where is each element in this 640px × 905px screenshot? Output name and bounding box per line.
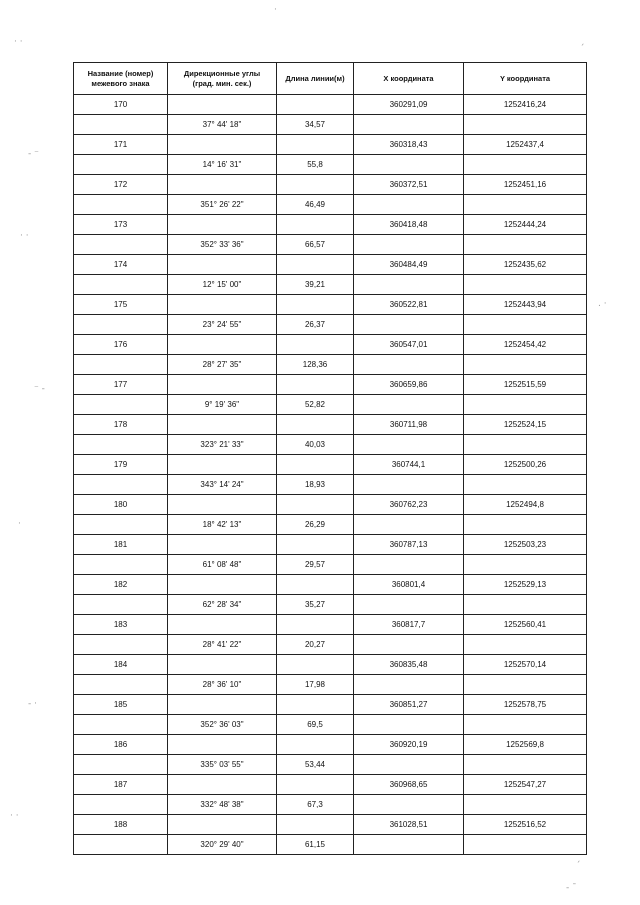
y-coordinate-cell: 1252529,13	[464, 575, 587, 595]
empty-cell	[277, 175, 354, 195]
point-row	[74, 95, 587, 115]
y-coordinate-cell: 1252494,8	[464, 495, 587, 515]
empty-cell	[74, 555, 168, 575]
point-row	[74, 815, 587, 835]
line-length-cell: 66,57	[277, 235, 354, 255]
empty-cell	[168, 455, 277, 475]
empty-cell	[277, 375, 354, 395]
empty-cell	[464, 195, 587, 215]
x-coordinate-cell: 360418,48	[354, 215, 464, 235]
empty-cell	[464, 555, 587, 575]
point-name-cell: 180	[74, 495, 168, 515]
y-coordinate-cell: 1252547,27	[464, 775, 587, 795]
header-x-coordinate: X координата	[354, 63, 464, 95]
segment-row	[74, 755, 587, 775]
point-row	[74, 655, 587, 675]
empty-cell	[74, 475, 168, 495]
empty-cell	[354, 555, 464, 575]
line-length-cell: 69,5	[277, 715, 354, 735]
empty-cell	[277, 495, 354, 515]
empty-cell	[464, 835, 587, 855]
empty-cell	[168, 175, 277, 195]
header-direction-angle	[168, 63, 277, 95]
empty-cell	[464, 435, 587, 455]
direction-angle-cell: 28° 41' 22"	[168, 635, 277, 655]
point-row	[74, 295, 587, 315]
point-name-cell: 182	[74, 575, 168, 595]
y-coordinate-cell: 1252516,52	[464, 815, 587, 835]
x-coordinate-cell: 360801,4	[354, 575, 464, 595]
point-name-cell: 185	[74, 695, 168, 715]
empty-cell	[354, 515, 464, 535]
empty-cell	[464, 155, 587, 175]
y-coordinate-cell: 1252451,16	[464, 175, 587, 195]
direction-angle-cell: 320° 29' 40"	[168, 835, 277, 855]
empty-cell	[74, 835, 168, 855]
line-length-cell: 53,44	[277, 755, 354, 775]
x-coordinate-cell: 360711,98	[354, 415, 464, 435]
point-row	[74, 135, 587, 155]
direction-angle-cell: 352° 36' 03"	[168, 715, 277, 735]
line-length-cell: 40,03	[277, 435, 354, 455]
direction-angle-cell: 23° 24' 55"	[168, 315, 277, 335]
empty-cell	[464, 275, 587, 295]
empty-cell	[464, 355, 587, 375]
point-name-cell: 184	[74, 655, 168, 675]
empty-cell	[464, 235, 587, 255]
empty-cell	[354, 595, 464, 615]
point-name-cell: 176	[74, 335, 168, 355]
point-row	[74, 575, 587, 595]
segment-row	[74, 235, 587, 255]
empty-cell	[277, 215, 354, 235]
empty-cell	[74, 515, 168, 535]
empty-cell	[354, 355, 464, 375]
direction-angle-cell: 62° 28' 34"	[168, 595, 277, 615]
empty-cell	[277, 535, 354, 555]
segment-row	[74, 155, 587, 175]
empty-cell	[74, 595, 168, 615]
scan-speck: . ·	[598, 299, 607, 309]
empty-cell	[74, 275, 168, 295]
line-length-cell: 128,36	[277, 355, 354, 375]
empty-cell	[74, 795, 168, 815]
empty-cell	[74, 635, 168, 655]
x-coordinate-cell: 360522,81	[354, 295, 464, 315]
line-length-cell: 52,82	[277, 395, 354, 415]
empty-cell	[277, 815, 354, 835]
empty-cell	[168, 815, 277, 835]
empty-cell	[354, 795, 464, 815]
header-y-coordinate: Y координата	[464, 63, 587, 95]
x-coordinate-cell: 361028,51	[354, 815, 464, 835]
point-name-cell: 173	[74, 215, 168, 235]
point-name-cell: 183	[74, 615, 168, 635]
header-point-name-line2: межевого знака	[91, 78, 150, 88]
empty-cell	[74, 115, 168, 135]
point-name-cell: 175	[74, 295, 168, 315]
empty-cell	[464, 795, 587, 815]
empty-cell	[277, 695, 354, 715]
header-row	[74, 63, 587, 95]
line-length-cell: 46,49	[277, 195, 354, 215]
point-row	[74, 695, 587, 715]
x-coordinate-cell: 360484,49	[354, 255, 464, 275]
empty-cell	[168, 655, 277, 675]
empty-cell	[464, 315, 587, 335]
point-row	[74, 415, 587, 435]
segment-row	[74, 635, 587, 655]
line-length-cell: 35,27	[277, 595, 354, 615]
point-row	[74, 175, 587, 195]
empty-cell	[168, 535, 277, 555]
direction-angle-cell: 28° 27' 35"	[168, 355, 277, 375]
scan-speck: ·	[274, 5, 277, 15]
empty-cell	[354, 755, 464, 775]
empty-cell	[74, 395, 168, 415]
empty-cell	[464, 595, 587, 615]
empty-cell	[74, 155, 168, 175]
segment-row	[74, 675, 587, 695]
point-name-cell: 171	[74, 135, 168, 155]
x-coordinate-cell: 360291,09	[354, 95, 464, 115]
empty-cell	[464, 115, 587, 135]
segment-row	[74, 275, 587, 295]
line-length-cell: 39,21	[277, 275, 354, 295]
empty-cell	[168, 575, 277, 595]
empty-cell	[168, 495, 277, 515]
x-coordinate-cell: 360835,48	[354, 655, 464, 675]
empty-cell	[354, 395, 464, 415]
direction-angle-cell: 28° 36' 10"	[168, 675, 277, 695]
point-row	[74, 615, 587, 635]
empty-cell	[74, 195, 168, 215]
empty-cell	[168, 215, 277, 235]
x-coordinate-cell: 360762,23	[354, 495, 464, 515]
y-coordinate-cell: 1252416,24	[464, 95, 587, 115]
point-row	[74, 735, 587, 755]
point-name-cell: 187	[74, 775, 168, 795]
line-length-cell: 18,93	[277, 475, 354, 495]
scan-speck: ·	[18, 519, 21, 529]
empty-cell	[464, 635, 587, 655]
scan-speck: · ·	[10, 811, 19, 821]
point-row	[74, 535, 587, 555]
empty-cell	[168, 335, 277, 355]
empty-cell	[277, 455, 354, 475]
point-name-cell: 181	[74, 535, 168, 555]
direction-angle-cell: 12° 15' 00"	[168, 275, 277, 295]
point-row	[74, 495, 587, 515]
empty-cell	[464, 475, 587, 495]
y-coordinate-cell: 1252570,14	[464, 655, 587, 675]
scan-speck: · ·	[20, 231, 29, 241]
y-coordinate-cell: 1252443,94	[464, 295, 587, 315]
empty-cell	[168, 775, 277, 795]
segment-row	[74, 835, 587, 855]
empty-cell	[74, 315, 168, 335]
empty-cell	[354, 435, 464, 455]
y-coordinate-cell: 1252560,41	[464, 615, 587, 635]
empty-cell	[277, 415, 354, 435]
direction-angle-cell: 335° 03' 55"	[168, 755, 277, 775]
point-name-cell: 172	[74, 175, 168, 195]
y-coordinate-cell: 1252435,62	[464, 255, 587, 275]
empty-cell	[354, 235, 464, 255]
x-coordinate-cell: 360318,43	[354, 135, 464, 155]
scan-speck: ˊ	[580, 44, 585, 54]
empty-cell	[277, 135, 354, 155]
y-coordinate-cell: 1252454,42	[464, 335, 587, 355]
empty-cell	[277, 655, 354, 675]
point-name-cell: 177	[74, 375, 168, 395]
empty-cell	[168, 375, 277, 395]
empty-cell	[464, 515, 587, 535]
x-coordinate-cell: 360817,7	[354, 615, 464, 635]
empty-cell	[74, 235, 168, 255]
line-length-cell: 55,8	[277, 155, 354, 175]
y-coordinate-cell: 1252569,8	[464, 735, 587, 755]
segment-row	[74, 475, 587, 495]
header-point-name	[74, 63, 168, 95]
line-length-cell: 34,57	[277, 115, 354, 135]
y-coordinate-cell: 1252500,26	[464, 455, 587, 475]
direction-angle-cell: 332° 48' 38"	[168, 795, 277, 815]
point-name-cell: 186	[74, 735, 168, 755]
header-direction-angle-line1: Дирекционные углы	[183, 68, 261, 78]
y-coordinate-cell: 1252444,24	[464, 215, 587, 235]
point-name-cell: 178	[74, 415, 168, 435]
y-coordinate-cell: 1252437,4	[464, 135, 587, 155]
line-length-cell: 26,29	[277, 515, 354, 535]
line-length-cell: 26,37	[277, 315, 354, 335]
point-row	[74, 775, 587, 795]
empty-cell	[354, 715, 464, 735]
empty-cell	[354, 155, 464, 175]
empty-cell	[354, 195, 464, 215]
line-length-cell: 67,3	[277, 795, 354, 815]
x-coordinate-cell: 360968,65	[354, 775, 464, 795]
direction-angle-cell: 61° 08' 48"	[168, 555, 277, 575]
segment-row	[74, 435, 587, 455]
direction-angle-cell: 37° 44' 18"	[168, 115, 277, 135]
empty-cell	[168, 95, 277, 115]
x-coordinate-cell: 360851,27	[354, 695, 464, 715]
empty-cell	[168, 415, 277, 435]
line-length-cell: 61,15	[277, 835, 354, 855]
x-coordinate-cell: 360787,13	[354, 535, 464, 555]
direction-angle-cell: 18° 42' 13"	[168, 515, 277, 535]
empty-cell	[168, 255, 277, 275]
direction-angle-cell: 352° 33' 36"	[168, 235, 277, 255]
x-coordinate-cell: 360372,51	[354, 175, 464, 195]
coordinates-table	[73, 62, 587, 855]
x-coordinate-cell: 360744,1	[354, 455, 464, 475]
header-direction-angle-line2: (град. мин. сек.)	[192, 78, 252, 88]
scan-speck: ⁻ -	[34, 384, 45, 394]
empty-cell	[464, 755, 587, 775]
point-row	[74, 375, 587, 395]
y-coordinate-cell: 1252524,15	[464, 415, 587, 435]
scan-speck: - ·	[28, 699, 37, 709]
direction-angle-cell: 343° 14' 24"	[168, 475, 277, 495]
line-length-cell: 20,27	[277, 635, 354, 655]
y-coordinate-cell: 1252503,23	[464, 535, 587, 555]
empty-cell	[74, 755, 168, 775]
point-name-cell: 170	[74, 95, 168, 115]
empty-cell	[277, 335, 354, 355]
point-row	[74, 335, 587, 355]
empty-cell	[74, 355, 168, 375]
scan-speck: - ⁻	[28, 149, 39, 159]
empty-cell	[354, 475, 464, 495]
point-name-cell: 188	[74, 815, 168, 835]
direction-angle-cell: 323° 21' 33"	[168, 435, 277, 455]
empty-cell	[168, 615, 277, 635]
empty-cell	[74, 435, 168, 455]
empty-cell	[354, 315, 464, 335]
header-point-name-line1: Название (номер)	[87, 68, 154, 78]
empty-cell	[74, 715, 168, 735]
segment-row	[74, 395, 587, 415]
empty-cell	[277, 295, 354, 315]
empty-cell	[74, 675, 168, 695]
segment-row	[74, 115, 587, 135]
empty-cell	[168, 295, 277, 315]
point-row	[74, 215, 587, 235]
x-coordinate-cell: 360547,01	[354, 335, 464, 355]
line-length-cell: 17,98	[277, 675, 354, 695]
segment-row	[74, 195, 587, 215]
point-row	[74, 255, 587, 275]
y-coordinate-cell: 1252515,59	[464, 375, 587, 395]
empty-cell	[354, 635, 464, 655]
empty-cell	[277, 735, 354, 755]
segment-row	[74, 355, 587, 375]
x-coordinate-cell: 360659,86	[354, 375, 464, 395]
empty-cell	[464, 675, 587, 695]
point-row	[74, 455, 587, 475]
empty-cell	[168, 695, 277, 715]
empty-cell	[354, 275, 464, 295]
point-name-cell: 174	[74, 255, 168, 275]
scan-speck: - ˉ	[566, 883, 577, 893]
scan-speck: · ·	[14, 37, 23, 47]
segment-row	[74, 795, 587, 815]
scan-speck: ˊ	[576, 861, 581, 871]
y-coordinate-cell: 1252578,75	[464, 695, 587, 715]
segment-row	[74, 715, 587, 735]
segment-row	[74, 595, 587, 615]
direction-angle-cell: 9° 19' 36"	[168, 395, 277, 415]
empty-cell	[168, 135, 277, 155]
x-coordinate-cell: 360920,19	[354, 735, 464, 755]
empty-cell	[464, 715, 587, 735]
empty-cell	[277, 575, 354, 595]
segment-row	[74, 315, 587, 335]
direction-angle-cell: 14° 16' 31"	[168, 155, 277, 175]
direction-angle-cell: 351° 26' 22"	[168, 195, 277, 215]
empty-cell	[277, 255, 354, 275]
line-length-cell: 29,57	[277, 555, 354, 575]
table-body	[74, 95, 587, 855]
empty-cell	[354, 115, 464, 135]
header-line-length: Длина линии(м)	[277, 63, 354, 95]
empty-cell	[354, 835, 464, 855]
empty-cell	[277, 775, 354, 795]
segment-row	[74, 515, 587, 535]
empty-cell	[354, 675, 464, 695]
point-name-cell: 179	[74, 455, 168, 475]
empty-cell	[168, 735, 277, 755]
empty-cell	[277, 95, 354, 115]
empty-cell	[277, 615, 354, 635]
empty-cell	[464, 395, 587, 415]
segment-row	[74, 555, 587, 575]
